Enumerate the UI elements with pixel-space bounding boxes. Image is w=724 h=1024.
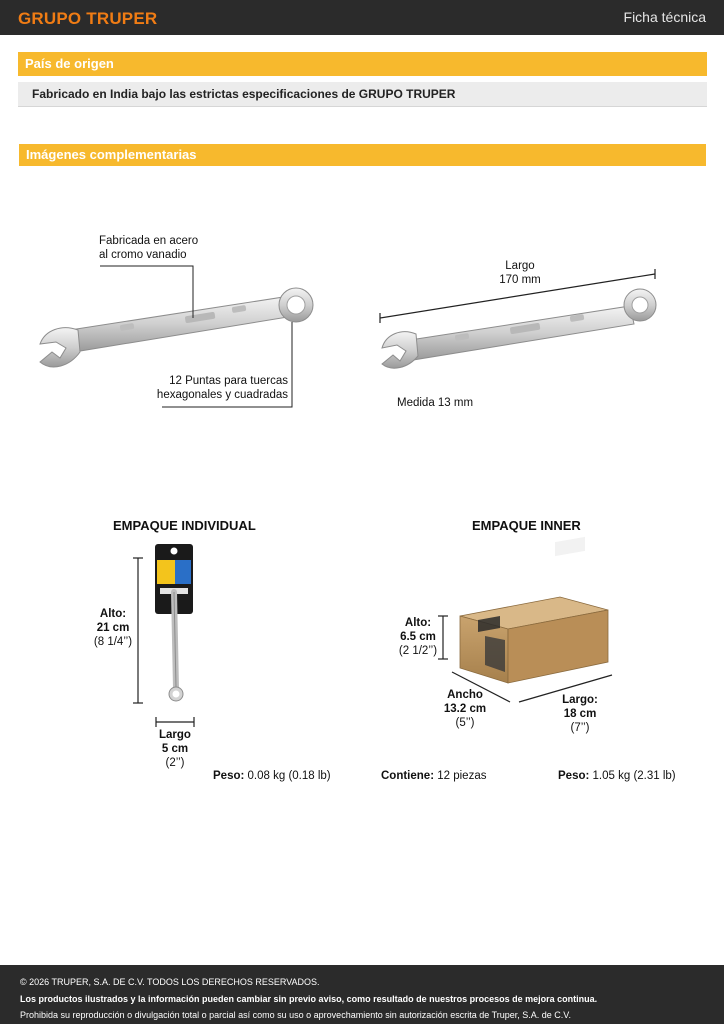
inner-width-in: (5’’) [455,717,475,729]
individual-height [88,607,138,649]
inner-width [438,688,492,730]
individual-package-image [133,544,194,727]
inner-length-cm: 18 cm [563,708,597,720]
footer-copyright: © 2026 TRUPER, S.A. DE C.V. TODOS LOS DERECHOS RESERVADOS. [20,977,320,987]
inner-contents [381,769,486,783]
material-label [99,234,198,262]
individual-height-in: (8 1/4’’) [93,636,133,648]
length-value: 170 mm [499,274,541,286]
inner-contents-value: 12 piezas [437,770,487,782]
length-label [480,259,560,287]
individual-length-cm: 5 cm [161,743,189,755]
inner-contents-title: Contiene: [381,770,435,782]
inner-weight-title: Peso: [558,770,590,782]
section-images-title: Imágenes complementarias [19,144,706,166]
brand-logo: GRUPO TRUPER [18,9,158,28]
material-line-1: Fabricada en acero [99,235,199,247]
inner-length [555,693,605,735]
inner-width-title: Ancho [447,689,483,701]
inner-length-title: Largo: [562,694,598,706]
inner-weight-value: 1.05 kg (2.31 lb) [592,770,676,782]
individual-length [150,728,200,770]
individual-weight-title: Peso: [213,770,245,782]
inner-width-cm: 13.2 cm [443,703,487,715]
individual-weight-value: 0.08 kg (0.18 lb) [247,770,331,782]
inner-height-in: (2 1/2’’) [398,645,438,657]
footer-legal: Prohibida su reproducción o divulgación total o parcial así como su uso o aprovechamiento sin autorización escrita de Truper, S.A. de C.V. [20,1010,571,1020]
material-line-2: al cromo vanadio [99,249,187,261]
size-label: Medida 13 mm [397,397,474,409]
inner-height-cm: 6.5 cm [400,631,436,643]
individual-height-title: Alto: [99,608,127,620]
individual-length-title: Largo [159,729,191,741]
points-label [150,374,288,402]
individual-length-in: (2’’) [165,757,185,769]
origin-text: Fabricado en India bajo las estrictas especificaciones de GRUPO TRUPER [18,82,707,107]
inner-package-image [438,537,612,702]
inner-weight [558,769,676,783]
individual-weight [213,769,331,783]
footer-notice: Los productos ilustrados y la información pueden cambiar sin previo aviso, como resultado de nuestros procesos de mejora continua. [20,993,598,1004]
inner-height-title: Alto: [404,617,432,629]
length-title: Largo [505,260,535,272]
individual-height-cm: 21 cm [96,622,130,634]
points-line-1: 12 Puntas para tuercas [169,375,288,387]
inner-height [393,616,443,658]
section-origin-title: País de origen [18,52,707,76]
inner-length-in: (7’’) [570,722,590,734]
points-line-2: hexagonales y cuadradas [156,389,288,401]
document-type: Ficha técnica [623,9,706,25]
footer [0,965,724,1024]
individual-heading: EMPAQUE INDIVIDUAL [113,518,256,533]
inner-heading: EMPAQUE INNER [472,518,581,533]
